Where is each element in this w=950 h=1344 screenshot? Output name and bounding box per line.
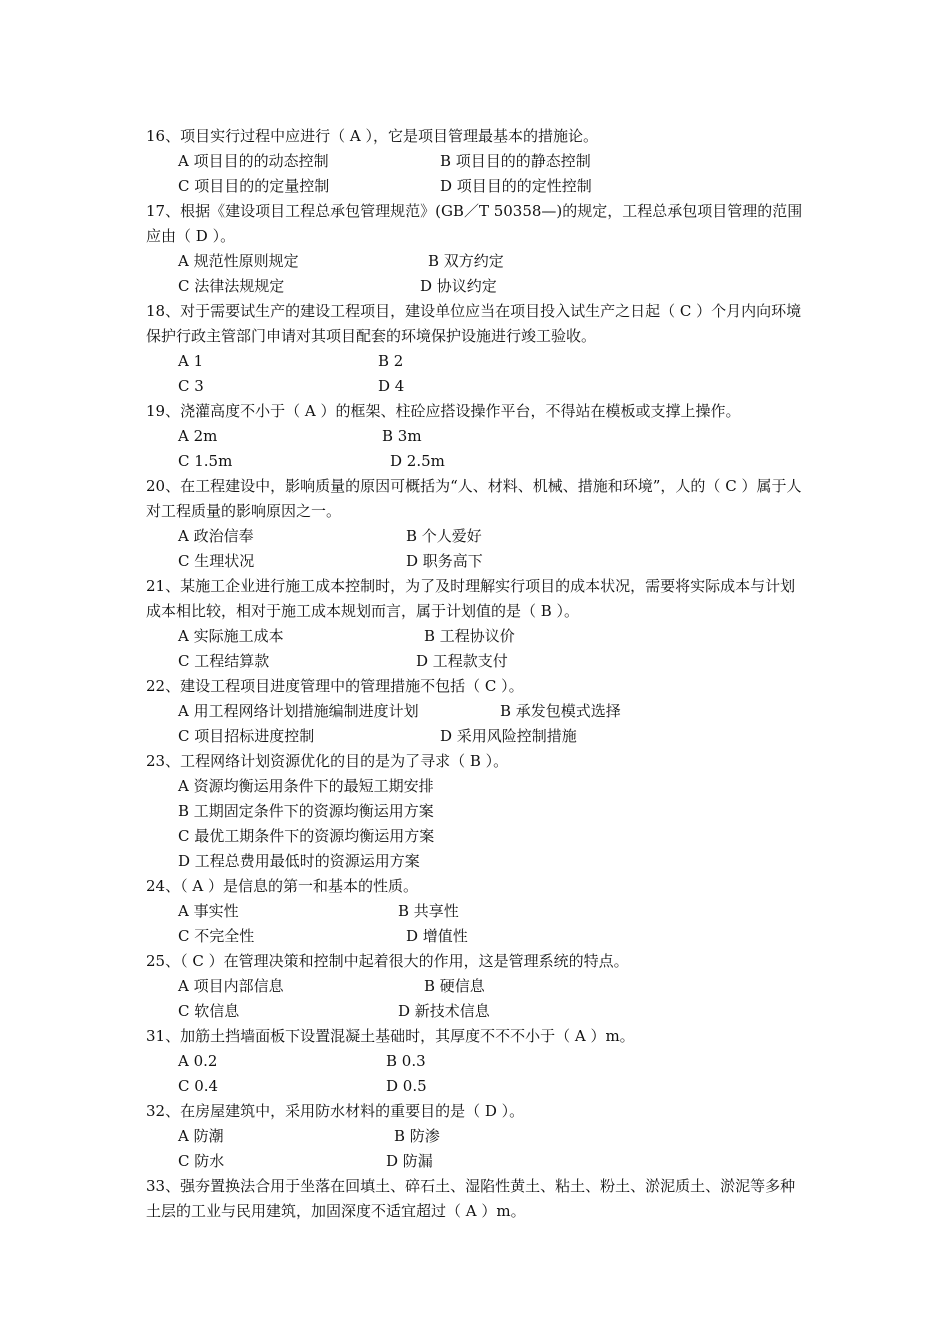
option-d: D 防漏 [386,1152,433,1170]
question-25 [146,949,810,1024]
question-18 [146,299,810,399]
option-row [146,924,810,949]
question-stem: 31、加筋土挡墙面板下设置混凝土基础时，其厚度不不不小于（ A ）m。 [146,1027,635,1045]
option-row [146,174,810,199]
option-d: D 增值性 [406,927,468,945]
question-stem: 21、某施工企业进行施工成本控制时，为了及时理解实行项目的成本状况，需要将实际成本与计划成本相比较，相对于施工成本规划而言，属于计划值的是（ B ）。 [146,577,796,620]
option-row [146,274,810,299]
option-c: C 生理状况 [178,552,255,570]
question-stem: 18、对于需要试生产的建设工程项目，建设单位应当在项目投入试生产之日起（ C ）个月内向环境保护行政主管部门申请对其项目配套的环境保护设施进行竣工验收。 [146,302,802,345]
option-c: C 项目目的的定量控制 [178,177,330,195]
option-c: C 1.5m [178,452,233,470]
question-stem: 33、强夯置换法合用于坐落在回填土、碎石土、湿陷性黄土、粘土、粉土、淤泥质土、淤泥等多种土层的工业与民用建筑，加固深度不适宜超过（ A ）m。 [146,1177,796,1220]
question-31 [146,1024,810,1099]
option-b: B 硬信息 [424,977,485,995]
question-32 [146,1099,810,1174]
option-b: B 个人爱好 [406,527,482,545]
option-row [146,549,810,574]
option-row [146,1049,810,1074]
option-d: D 工程款支付 [416,652,508,670]
option-row [146,999,810,1024]
option-b: B 双方约定 [428,252,504,270]
option-c: C 法律法规规定 [178,277,285,295]
option-row [146,899,810,924]
option-d: D 项目目的的定性控制 [440,177,592,195]
option-b: B 承发包模式选择 [500,702,621,720]
option-row [146,524,810,549]
question-20 [146,474,810,574]
option-row [146,149,810,174]
option-row [146,974,810,999]
option-row [146,249,810,274]
option-c: C 3 [178,377,204,395]
question-23 [146,749,810,874]
question-stem: 22、建设工程项目进度管理中的管理措施不包括（ C ）。 [146,677,524,695]
option-b: B 0.3 [386,1052,426,1070]
option-c: C 项目招标进度控制 [178,727,315,745]
question-list [146,124,810,1224]
option-a: A 用工程网络计划措施编制进度计划 [178,702,419,720]
option-row [146,349,810,374]
option-row [146,374,810,399]
option-a: A 项目内部信息 [178,977,284,995]
option-c: C 0.4 [178,1077,219,1095]
question-16 [146,124,810,199]
option-c: C 工程结算款 [178,652,270,670]
option-row [146,1149,810,1174]
option-a: A 2m [178,427,218,445]
option-row [146,699,810,724]
option-a: A 实际施工成本 [178,627,284,645]
option-d: D 0.5 [386,1077,427,1095]
option-d: D 4 [378,377,405,395]
option-b: B 工程协议价 [424,627,515,645]
option-row [146,624,810,649]
option-c: C 软信息 [178,1002,240,1020]
option-c: C 不完全性 [178,927,255,945]
option-c: C 最优工期条件下的资源均衡运用方案 [178,827,435,845]
option-d: D 2.5m [390,452,445,470]
option-a: A 0.2 [178,1052,218,1070]
question-stem: 16、项目实行过程中应进行（ A ），它是项目管理最基本的措施论。 [146,127,598,145]
question-17 [146,199,810,299]
option-a: A 政治信奉 [178,527,254,545]
option-row [146,424,810,449]
option-a: A 事实性 [178,902,239,920]
question-stem: 19、浇灌高度不小于（ A ）的框架、柱砼应搭设操作平台，不得站在模板或支撑上操作。 [146,402,741,420]
option-row [146,1124,810,1149]
option-d: D 工程总费用最低时的资源运用方案 [178,852,420,870]
question-stem: 20、在工程建设中，影响质量的原因可概括为“人、材料、机械、措施和环境”，人的（ C ）属于人对工程质量的影响原因之一。 [146,477,802,520]
option-a: A 项目目的的动态控制 [178,152,329,170]
option-d: D 采用风险控制措施 [440,727,577,745]
option-row [146,649,810,674]
option-d: D 协议约定 [420,277,497,295]
question-stem: 24、（ A ）是信息的第一和基本的性质。 [146,877,418,895]
question-21 [146,574,810,674]
question-stem: 23、工程网络计划资源优化的目的是为了寻求（ B ）。 [146,752,509,770]
option-b: B 项目目的的静态控制 [440,152,591,170]
option-b: B 2 [378,352,404,370]
question-stem: 25、（ C ）在管理决策和控制中起着很大的作用，这是管理系统的特点。 [146,952,629,970]
option-b: B 防渗 [394,1127,440,1145]
option-row [146,1074,810,1099]
option-row [146,449,810,474]
option-a: A 规范性原则规定 [178,252,299,270]
option-b: B 3m [382,427,422,445]
question-24 [146,874,810,949]
question-stem: 32、在房屋建筑中，采用防水材料的重要目的是（ D ）。 [146,1102,525,1120]
question-33 [146,1174,810,1224]
option-a: A 1 [178,352,204,370]
option-d: D 新技术信息 [398,1002,490,1020]
option-a: A 防潮 [178,1127,224,1145]
option-d: D 职务高下 [406,552,483,570]
option-c: C 防水 [178,1152,225,1170]
option-b: B 工期固定条件下的资源均衡运用方案 [178,802,434,820]
option-a: A 资源均衡运用条件下的最短工期安排 [178,777,434,795]
question-22 [146,674,810,749]
question-19 [146,399,810,474]
option-row [146,724,810,749]
question-stem: 17、根据《建设项目工程总承包管理规范》(GB／T 50358—)的规定，工程总承包项目管理的范围应由（ D ）。 [146,202,803,245]
option-b: B 共享性 [398,902,459,920]
